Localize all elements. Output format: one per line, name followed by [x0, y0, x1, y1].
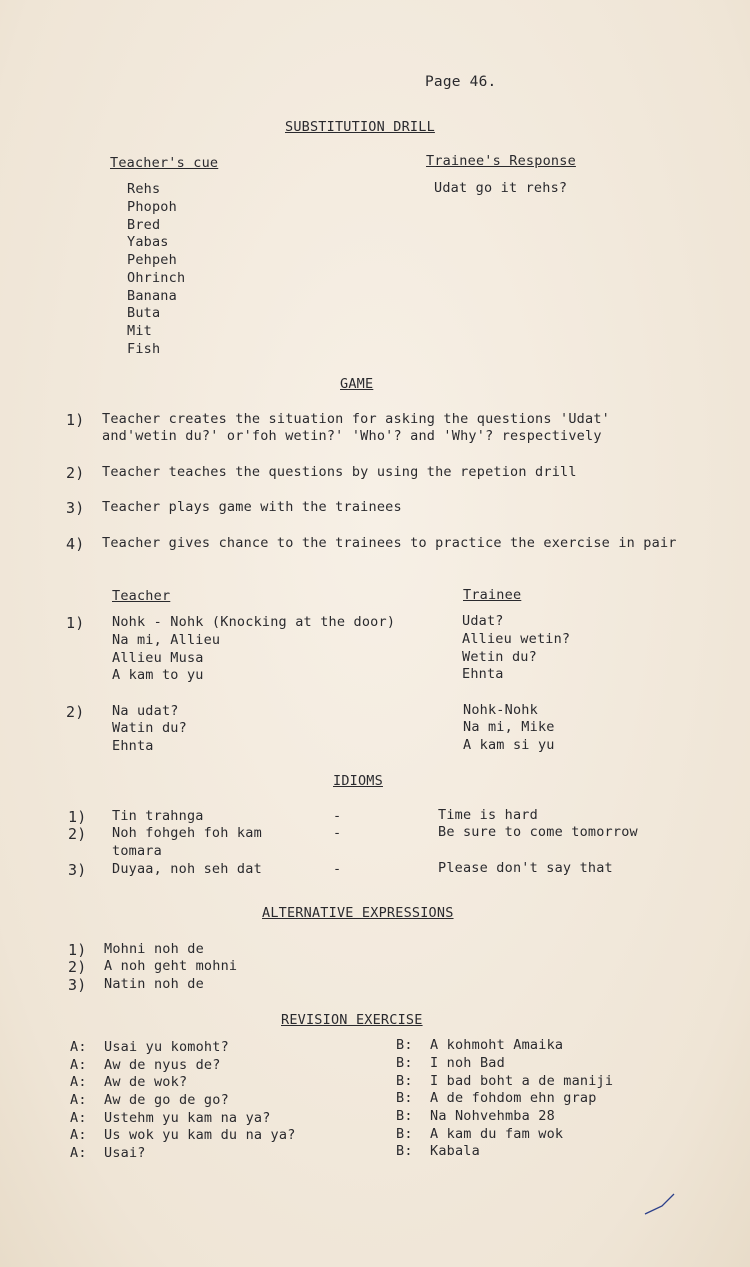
- game-item-line: Teacher teaches the questions by using the repetion drill: [102, 464, 577, 480]
- cue-item: Yabas: [127, 234, 169, 250]
- cue-item: Rehs: [127, 181, 161, 197]
- idiom-english: Be sure to come tomorrow: [438, 824, 638, 840]
- speaker-a-label: A:: [70, 1145, 87, 1161]
- speaker-b-line: Kabala: [430, 1143, 480, 1159]
- idiom-english: Please don't say that: [438, 860, 613, 876]
- teacher-line: A kam to yu: [112, 667, 204, 683]
- game-item-line: and'wetin du?' or'foh wetin?' 'Who'? and 'Why'? respectively: [102, 428, 602, 444]
- speaker-b-label: B:: [396, 1143, 413, 1159]
- speaker-a-line: Usai yu komoht?: [104, 1039, 229, 1055]
- teacher-line: Nohk - Nohk (Knocking at the door): [112, 614, 396, 630]
- idioms-heading: IDIOMS: [333, 773, 383, 789]
- idiom-krio: tomara: [112, 843, 162, 859]
- teacher-line: Na mi, Allieu: [112, 632, 221, 648]
- game-item-number: 3): [66, 499, 85, 517]
- speaker-a-line: Aw de go de go?: [104, 1092, 229, 1108]
- speaker-a-label: A:: [70, 1039, 87, 1055]
- cue-item: Ohrinch: [127, 270, 186, 286]
- idiom-number: 2): [68, 825, 87, 843]
- speaker-b-label: B:: [396, 1126, 413, 1142]
- speaker-b-line: A de fohdom ehn grap: [430, 1090, 597, 1106]
- game-item-number: 4): [66, 535, 85, 553]
- idiom-krio: Noh fohgeh foh kam: [112, 825, 262, 841]
- game-item-number: 1): [66, 411, 85, 429]
- teacher-line: Watin du?: [112, 720, 187, 736]
- speaker-b-label: B:: [396, 1055, 413, 1071]
- alternative-number: 1): [68, 941, 87, 959]
- alternative-text: Natin noh de: [104, 976, 204, 992]
- pen-mark: [640, 1190, 680, 1220]
- cue-item: Mit: [127, 323, 152, 339]
- cue-item: Phopoh: [127, 199, 177, 215]
- idiom-dash: -: [333, 861, 342, 877]
- teacher-line: Allieu Musa: [112, 650, 204, 666]
- trainee-line: Udat?: [462, 613, 504, 629]
- alternative-text: Mohni noh de: [104, 941, 204, 957]
- idiom-krio: Tin trahnga: [112, 808, 204, 824]
- substitution-drill-heading: SUBSTITUTION DRILL: [285, 119, 435, 135]
- idiom-english: Time is hard: [438, 807, 538, 823]
- speaker-a-label: A:: [70, 1110, 87, 1126]
- speaker-b-line: I bad boht a de maniji: [430, 1073, 614, 1089]
- trainee-line: Allieu wetin?: [462, 631, 571, 647]
- teachers-cue-header: Teacher's cue: [110, 155, 219, 171]
- teacher-column-header: Teacher: [112, 588, 171, 604]
- idiom-number: 3): [68, 861, 87, 879]
- speaker-a-line: Aw de wok?: [104, 1074, 188, 1090]
- game-item-line: Teacher gives chance to the trainees to practice the exercise in pair: [102, 535, 677, 551]
- page-number: Page 46.: [425, 74, 497, 90]
- cue-item: Pehpeh: [127, 252, 177, 268]
- speaker-a-label: A:: [70, 1127, 87, 1143]
- trainee-response: Udat go it rehs?: [434, 180, 568, 196]
- speaker-b-label: B:: [396, 1108, 413, 1124]
- game-item-line: Teacher creates the situation for asking the questions 'Udat': [102, 411, 610, 427]
- speaker-a-label: A:: [70, 1057, 87, 1073]
- idiom-dash: -: [333, 825, 342, 841]
- cue-item: Buta: [127, 305, 161, 321]
- idiom-dash: -: [333, 808, 342, 824]
- speaker-b-line: Na Nohvehmba 28: [430, 1108, 555, 1124]
- speaker-a-label: A:: [70, 1092, 87, 1108]
- trainee-column-header: Trainee: [463, 587, 522, 603]
- trainees-response-header: Trainee's Response: [426, 153, 576, 169]
- speaker-b-label: B:: [396, 1090, 413, 1106]
- speaker-a-line: Aw de nyus de?: [104, 1057, 221, 1073]
- trainee-line: Na mi, Mike: [463, 719, 555, 735]
- speaker-b-line: A kohmoht Amaika: [430, 1037, 564, 1053]
- speaker-a-line: Usai?: [104, 1145, 146, 1161]
- cue-item: Bred: [127, 217, 161, 233]
- speaker-b-label: B:: [396, 1037, 413, 1053]
- alternative-number: 3): [68, 976, 87, 994]
- idiom-krio: Duyaa, noh seh dat: [112, 861, 262, 877]
- teacher-line: Na udat?: [112, 703, 179, 719]
- cue-item: Banana: [127, 288, 177, 304]
- dialogue-number: 2): [66, 703, 85, 721]
- speaker-a-label: A:: [70, 1074, 87, 1090]
- game-item-number: 2): [66, 464, 85, 482]
- speaker-b-line: A kam du fam wok: [430, 1126, 564, 1142]
- trainee-line: Wetin du?: [462, 649, 537, 665]
- speaker-a-line: Ustehm yu kam na ya?: [104, 1110, 271, 1126]
- game-heading: GAME: [340, 376, 374, 392]
- revision-exercise-heading: REVISION EXERCISE: [281, 1012, 423, 1028]
- game-item-line: Teacher plays game with the trainees: [102, 499, 402, 515]
- trainee-line: A kam si yu: [463, 737, 555, 753]
- alternative-expressions-heading: ALTERNATIVE EXPRESSIONS: [262, 905, 454, 921]
- alternative-text: A noh geht mohni: [104, 958, 238, 974]
- idiom-number: 1): [68, 808, 87, 826]
- teacher-line: Ehnta: [112, 738, 154, 754]
- dialogue-number: 1): [66, 614, 85, 632]
- trainee-line: Nohk-Nohk: [463, 702, 538, 718]
- alternative-number: 2): [68, 958, 87, 976]
- speaker-b-line: I noh Bad: [430, 1055, 505, 1071]
- trainee-line: Ehnta: [462, 666, 504, 682]
- cue-item: Fish: [127, 341, 161, 357]
- speaker-b-label: B:: [396, 1073, 413, 1089]
- speaker-a-line: Us wok yu kam du na ya?: [104, 1127, 296, 1143]
